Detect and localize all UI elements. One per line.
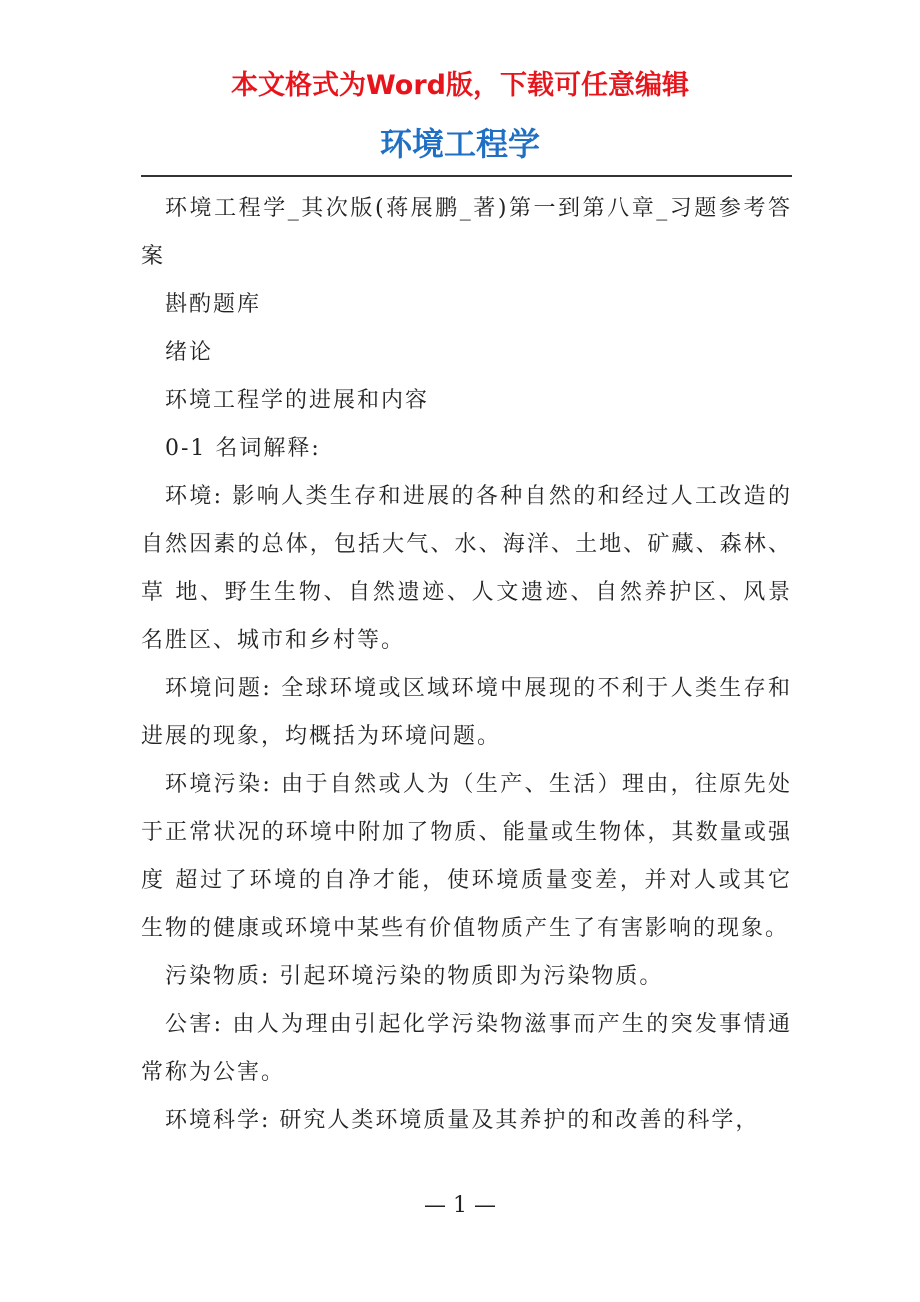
paragraph-definition-pollution: 环境污染: 由于自然或人为（生产、生活）理由，往原先处于正常状况的环境中附加了物质、能量或生物体，其数量或强度 超过了环境的自净才能，使环境质量变差，并对人或其它生物的健康或环境中某些有价值物质产生了有害影响的现象。 xyxy=(141,772,792,941)
paragraph-definition-public-hazard: 公害: 由人为理由引起化学污染物滋事而产生的突发事情通常称为公害。 xyxy=(141,1012,792,1085)
paragraph-definition-pollutant: 污染物质: 引起环境污染的物质即为污染物质。 xyxy=(165,964,664,989)
title-divider xyxy=(141,175,792,177)
paragraph-question-label: 0-1 名词解释: xyxy=(165,436,321,461)
paragraph-section-heading: 环境工程学的进展和内容 xyxy=(165,388,430,413)
format-notice-banner: 本文格式为Word版，下载可任意编辑 xyxy=(230,70,689,101)
paragraph-definition-environmental-science: 环境科学: 研究人类环境质量及其养护的和改善的科学， xyxy=(165,1108,760,1133)
document-body xyxy=(141,185,792,1145)
paragraph-question-bank: 斟酌题库 xyxy=(165,292,262,317)
paragraph-definition-environment: 环境: 影响人类生存和进展的各种自然的和经过人工改造的自然因素的总体，包括大气、水、海洋、土地、矿藏、森林、草 地、野生生物、自然遗迹、人文遗迹、自然养护区、风景名胜区、城市和乡村等。 xyxy=(141,484,792,653)
paragraph-introduction: 绪论 xyxy=(165,340,214,365)
paragraph-definition-environmental-problem: 环境问题: 全球环境或区域环境中展现的不利于人类生存和进展的现象，均概括为环境问题。 xyxy=(141,676,792,749)
page-number: — 1 — xyxy=(424,1193,496,1218)
paragraph-subtitle: 环境工程学_其次版(蒋展鹏_著)第一到第八章_习题参考答案 xyxy=(141,196,792,269)
document-title: 环境工程学 xyxy=(379,125,540,163)
